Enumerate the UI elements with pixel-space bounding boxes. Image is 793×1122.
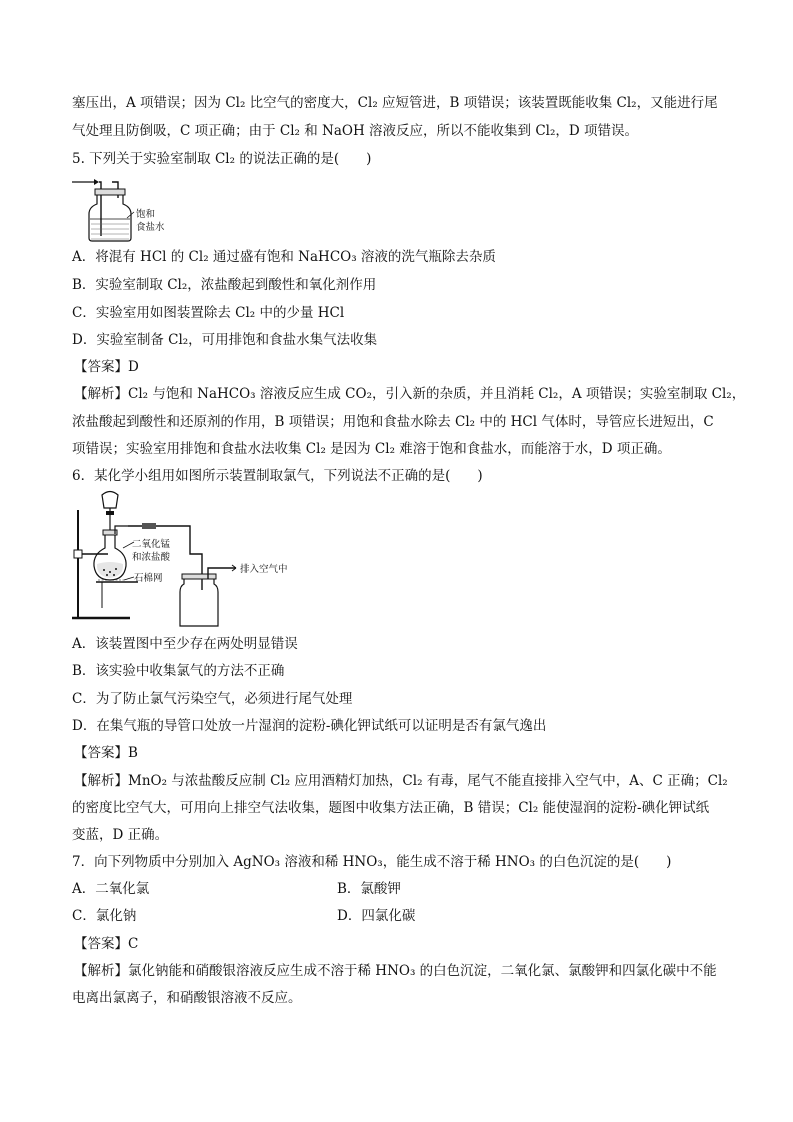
q7-option-c: C．氯化钠 xyxy=(72,908,137,924)
q6-fig-label-exhaust: 排入空气中 xyxy=(240,564,288,575)
q6-option-d: D．在集气瓶的导管口处放一片湿润的淀粉-碘化钾试纸可以证明是否有氯气逸出 xyxy=(72,718,547,734)
q6-analysis-line: 变蓝，D 正确。 xyxy=(72,827,169,843)
q6-chlorine-apparatus-figure xyxy=(68,490,308,630)
q5-analysis-line: 项错误；实验室用排饱和食盐水法收集 Cl₂ 是因为 Cl₂ 难溶于饱和食盐水，而能溶于水，D 项正确。 xyxy=(72,441,671,457)
q5-option-b: B．实验室制取 Cl₂，浓盐酸起到酸性和氧化剂作用 xyxy=(72,277,377,293)
q5-fig-label-saturated: 饱和 xyxy=(136,209,156,220)
question-6-stem: 6．某化学小组用如图所示装置制取氯气，下列说法不正确的是( ) xyxy=(72,468,483,484)
q6-analysis-line: 【解析】MnO₂ 与浓盐酸反应制 Cl₂ 应用酒精灯加热，Cl₂ 有毒，尾气不能直接排入空气中，A、C 正确；Cl₂ xyxy=(74,773,728,789)
q5-option-a: A．将混有 HCl 的 Cl₂ 通过盛有饱和 NaHCO₃ 溶液的洗气瓶除去杂质 xyxy=(72,249,496,265)
q5-option-d: D．实验室制备 Cl₂，可用排饱和食盐水集气法收集 xyxy=(72,332,378,348)
q6-option-a: A．该装置图中至少存在两处明显错误 xyxy=(72,636,298,652)
q6-fig-label-hcl: 和浓盐酸 xyxy=(132,552,171,563)
q7-option-b: B．氯酸钾 xyxy=(337,881,401,897)
q6-answer: 【答案】B xyxy=(74,745,138,761)
q6-option-c: C．为了防止氯气污染空气，必须进行尾气处理 xyxy=(72,691,353,707)
text-line: 塞压出，A 项错误；因为 Cl₂ 比空气的密度大，Cl₂ 应短管进，B 项错误；该装置既能收集 Cl₂，又能进行尾 xyxy=(72,95,718,111)
text-line: 气处理且防倒吸，C 项正确；由于 Cl₂ 和 NaOH 溶液反应，所以不能收集到 Cl₂，D 项错误。 xyxy=(72,123,639,139)
q7-option-d: D．四氯化碳 xyxy=(337,908,416,924)
q5-analysis-line: 浓盐酸起到酸性和还原剂的作用，B 项错误；用饱和食盐水除去 Cl₂ 中的 HCl 气体时，导管应长进短出，C xyxy=(72,414,714,430)
q7-option-a: A．二氧化氯 xyxy=(72,881,150,897)
q7-analysis-line: 【解析】氯化钠能和硝酸银溶液反应生成不溶于稀 HNO₃ 的白色沉淀，二氧化氯、氯酸钾和四氯化碳中不能 xyxy=(74,963,717,979)
question-5-stem: 5. 下列关于实验室制取 Cl₂ 的说法正确的是( ) xyxy=(72,151,372,167)
q6-option-b: B．该实验中收集氯气的方法不正确 xyxy=(72,663,285,679)
q6-analysis-line: 的密度比空气大，可用向上排空气法收集，题图中收集方法正确，B 错误；Cl₂ 能使湿润的淀粉-碘化钾试纸 xyxy=(72,800,710,816)
q5-fig-label-brine: 食盐水 xyxy=(136,222,165,233)
q5-answer: 【答案】D xyxy=(74,359,139,375)
q7-answer: 【答案】C xyxy=(74,936,139,952)
q7-analysis-line: 电离出氯离子，和硝酸银溶液不反应。 xyxy=(72,990,302,1006)
q5-option-c: C．实验室用如图装置除去 Cl₂ 中的少量 HCl xyxy=(72,305,345,321)
q5-gas-washing-bottle-figure xyxy=(70,174,180,244)
question-7-stem: 7．向下列物质中分别加入 AgNO₃ 溶液和稀 HNO₃，能生成不溶于稀 HNO₃ 的白色沉淀的是( ) xyxy=(72,854,672,870)
q6-fig-label-gauze: 石棉网 xyxy=(134,573,163,584)
q6-fig-label-mno2: 二氧化锰 xyxy=(132,539,171,550)
q5-analysis-line: 【解析】Cl₂ 与饱和 NaHCO₃ 溶液反应生成 CO₂，引入新的杂质，并且消耗 Cl₂，A 项错误；实验室制取 Cl₂， xyxy=(74,386,746,402)
